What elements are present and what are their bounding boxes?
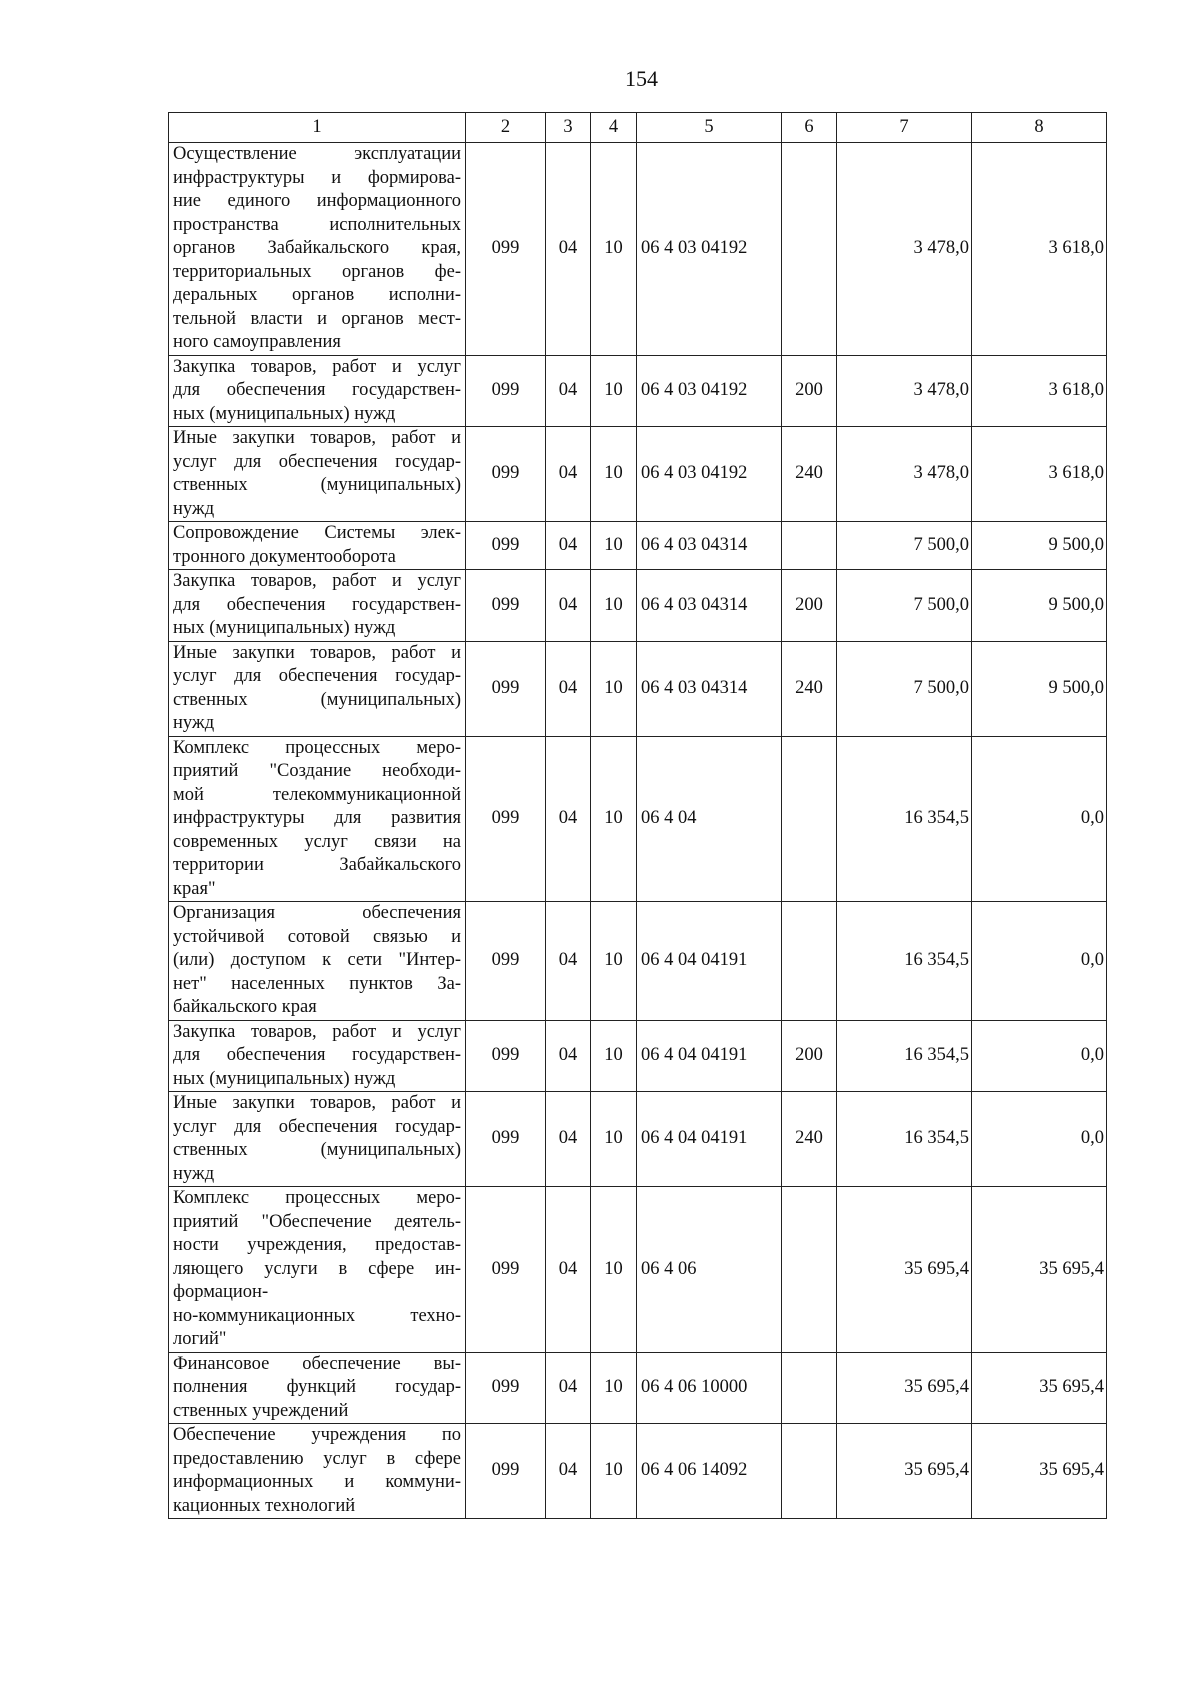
- table-row: [169, 1352, 1107, 1424]
- description-line: ственных (муниципальных): [173, 1140, 461, 1160]
- description-line: органов Забайкальского края,: [173, 238, 461, 258]
- admin-code: 099: [466, 143, 546, 356]
- section-code: 04: [546, 143, 591, 356]
- section-code: 04: [546, 641, 591, 736]
- amount-year-2: 35 695,4: [972, 1424, 1107, 1519]
- column-header: 2: [466, 113, 546, 143]
- target-article-code: 06 4 06 14092: [637, 1424, 782, 1519]
- target-article-code: 06 4 04: [637, 736, 782, 902]
- description-line: услуг для обеспечения государ-: [173, 666, 461, 686]
- description-line: Осуществление эксплуатации: [173, 144, 461, 164]
- description-line: предоставлению услуг в сфере: [173, 1448, 461, 1469]
- column-header: 8: [972, 113, 1107, 143]
- admin-code: 099: [466, 641, 546, 736]
- column-header: 4: [591, 113, 637, 143]
- expense-type-code: [782, 143, 837, 356]
- description-line: Иные закупки товаров, работ и: [173, 642, 461, 663]
- description-line: края": [173, 878, 216, 899]
- description-line: Закупка товаров, работ и услуг: [173, 356, 461, 377]
- subsection-code: 10: [591, 641, 637, 736]
- expense-type-code: 200: [782, 1020, 837, 1092]
- description-line: ние единого информационного: [173, 191, 461, 211]
- amount-year-1: 16 354,5: [837, 902, 972, 1021]
- description-line: Финансовое обеспечение вы-: [173, 1353, 461, 1374]
- description-line: ных (муниципальных) нужд: [173, 403, 396, 424]
- section-code: 04: [546, 427, 591, 522]
- target-article-code: 06 4 03 04314: [637, 641, 782, 736]
- expense-type-code: 240: [782, 427, 837, 522]
- admin-code: 099: [466, 570, 546, 642]
- table-header-row: [169, 113, 1107, 143]
- subsection-code: 10: [591, 902, 637, 1021]
- target-article-code: 06 4 04 04191: [637, 1092, 782, 1187]
- row-description: [169, 143, 466, 356]
- amount-year-2: 0,0: [972, 736, 1107, 902]
- admin-code: 099: [466, 355, 546, 427]
- row-description: [169, 570, 466, 642]
- description-line: тронного документооборота: [173, 546, 396, 567]
- description-line: нужд: [173, 498, 215, 519]
- section-code: 04: [546, 355, 591, 427]
- admin-code: 099: [466, 1092, 546, 1187]
- description-line: (или) доступом к сети "Интер-: [173, 950, 461, 970]
- section-code: 04: [546, 570, 591, 642]
- row-description: [169, 902, 466, 1021]
- description-line: Сопровождение Системы элек-: [173, 523, 461, 543]
- description-line: Иные закупки товаров, работ и: [173, 1093, 461, 1113]
- description-line: для обеспечения государствен-: [173, 380, 461, 400]
- subsection-code: 10: [591, 427, 637, 522]
- row-description: [169, 1020, 466, 1092]
- table-row: [169, 641, 1107, 736]
- section-code: 04: [546, 902, 591, 1021]
- amount-year-1: 35 695,4: [837, 1352, 972, 1424]
- expense-type-code: [782, 522, 837, 570]
- description-line: современных услуг связи на: [173, 831, 461, 852]
- expense-type-code: 200: [782, 570, 837, 642]
- row-description: [169, 522, 466, 570]
- description-line: Комплекс процессных меро-: [173, 737, 461, 758]
- table-row: [169, 1020, 1107, 1092]
- description-line: устойчивой сотовой связью и: [173, 926, 461, 947]
- amount-year-1: 16 354,5: [837, 1020, 972, 1092]
- table-row: [169, 902, 1107, 1021]
- subsection-code: 10: [591, 570, 637, 642]
- description-line: деральных органов исполни-: [173, 285, 461, 305]
- subsection-code: 10: [591, 355, 637, 427]
- table-row: [169, 736, 1107, 902]
- description-line: приятий "Создание необходи-: [173, 761, 461, 781]
- table-row: [169, 1187, 1107, 1353]
- description-line: тельной власти и органов мест-: [173, 308, 461, 329]
- description-line: нужд: [173, 1163, 215, 1184]
- description-line: инфраструктуры для развития: [173, 808, 461, 828]
- description-line: для обеспечения государствен-: [173, 594, 461, 615]
- expense-type-code: 240: [782, 1092, 837, 1187]
- description-line: ственных (муниципальных): [173, 689, 461, 710]
- amount-year-1: 7 500,0: [837, 522, 972, 570]
- description-line: формацион-: [173, 1282, 269, 1302]
- description-line: услуг для обеспечения государ-: [173, 1116, 461, 1137]
- amount-year-1: 16 354,5: [837, 736, 972, 902]
- amount-year-2: 3 618,0: [972, 355, 1107, 427]
- expense-type-code: [782, 902, 837, 1021]
- subsection-code: 10: [591, 1187, 637, 1353]
- target-article-code: 06 4 03 04192: [637, 427, 782, 522]
- subsection-code: 10: [591, 522, 637, 570]
- amount-year-2: 3 618,0: [972, 143, 1107, 356]
- section-code: 04: [546, 1352, 591, 1424]
- budget-table: [168, 112, 1107, 1519]
- admin-code: 099: [466, 522, 546, 570]
- admin-code: 099: [466, 1020, 546, 1092]
- column-header: 1: [169, 113, 466, 143]
- target-article-code: 06 4 06: [637, 1187, 782, 1353]
- description-line: ных (муниципальных) нужд: [173, 618, 396, 638]
- row-description: [169, 736, 466, 902]
- table-row: [169, 1092, 1107, 1187]
- description-line: ственных учреждений: [173, 1400, 349, 1421]
- section-code: 04: [546, 522, 591, 570]
- amount-year-2: 0,0: [972, 1020, 1107, 1092]
- amount-year-2: 9 500,0: [972, 641, 1107, 736]
- target-article-code: 06 4 06 10000: [637, 1352, 782, 1424]
- table-row: [169, 570, 1107, 642]
- row-description: [169, 355, 466, 427]
- description-line: информационных и коммуни-: [173, 1472, 461, 1492]
- amount-year-2: 3 618,0: [972, 427, 1107, 522]
- target-article-code: 06 4 03 04314: [637, 522, 782, 570]
- amount-year-1: 7 500,0: [837, 641, 972, 736]
- table-row: [169, 427, 1107, 522]
- column-header: 7: [837, 113, 972, 143]
- target-article-code: 06 4 03 04192: [637, 355, 782, 427]
- expense-type-code: [782, 1424, 837, 1519]
- description-line: Обеспечение учреждения по: [173, 1425, 461, 1445]
- description-line: Организация обеспечения: [173, 903, 461, 923]
- description-line: приятий "Обеспечение деятель-: [173, 1211, 461, 1232]
- expense-type-code: 200: [782, 355, 837, 427]
- page-number: 154: [625, 66, 658, 91]
- amount-year-1: 3 478,0: [837, 143, 972, 356]
- row-description: [169, 1092, 466, 1187]
- row-description: [169, 1424, 466, 1519]
- admin-code: 099: [466, 736, 546, 902]
- amount-year-1: 35 695,4: [837, 1424, 972, 1519]
- amount-year-1: 35 695,4: [837, 1187, 972, 1353]
- description-line: нет" населенных пунктов За-: [173, 973, 461, 994]
- column-header: 5: [637, 113, 782, 143]
- description-line: ного самоуправления: [173, 332, 341, 352]
- admin-code: 099: [466, 1424, 546, 1519]
- expense-type-code: [782, 736, 837, 902]
- expense-type-code: 240: [782, 641, 837, 736]
- description-line: инфраструктуры и формирова-: [173, 167, 461, 188]
- section-code: 04: [546, 1092, 591, 1187]
- description-line: пространства исполнительных: [173, 214, 461, 235]
- description-line: территории Забайкальского: [173, 855, 461, 875]
- description-line: услуг для обеспечения государ-: [173, 451, 461, 472]
- amount-year-1: 7 500,0: [837, 570, 972, 642]
- description-line: для обеспечения государствен-: [173, 1045, 461, 1065]
- description-line: но-коммуникационных техно-: [173, 1305, 461, 1326]
- description-line: Иные закупки товаров, работ и: [173, 428, 461, 448]
- description-line: ственных (муниципальных): [173, 475, 461, 495]
- subsection-code: 10: [591, 1092, 637, 1187]
- table-row: [169, 355, 1107, 427]
- description-line: территориальных органов фе-: [173, 261, 461, 282]
- row-description: [169, 427, 466, 522]
- description-line: Комплекс процессных меро-: [173, 1188, 461, 1208]
- column-header: 3: [546, 113, 591, 143]
- amount-year-2: 9 500,0: [972, 522, 1107, 570]
- description-line: байкальского края: [173, 997, 317, 1017]
- amount-year-2: 0,0: [972, 1092, 1107, 1187]
- description-line: логий": [173, 1329, 227, 1349]
- description-line: мой телекоммуникационной: [173, 784, 461, 805]
- description-line: нужд: [173, 713, 215, 733]
- target-article-code: 06 4 03 04192: [637, 143, 782, 356]
- section-code: 04: [546, 736, 591, 902]
- expense-type-code: [782, 1187, 837, 1353]
- description-line: Закупка товаров, работ и услуг: [173, 571, 461, 591]
- amount-year-1: 3 478,0: [837, 355, 972, 427]
- target-article-code: 06 4 04 04191: [637, 902, 782, 1021]
- amount-year-2: 9 500,0: [972, 570, 1107, 642]
- amount-year-1: 3 478,0: [837, 427, 972, 522]
- admin-code: 099: [466, 427, 546, 522]
- table-row: [169, 143, 1107, 356]
- section-code: 04: [546, 1424, 591, 1519]
- subsection-code: 10: [591, 736, 637, 902]
- description-line: ных (муниципальных) нужд: [173, 1068, 396, 1089]
- subsection-code: 10: [591, 1352, 637, 1424]
- table-row: [169, 522, 1107, 570]
- admin-code: 099: [466, 1187, 546, 1353]
- admin-code: 099: [466, 1352, 546, 1424]
- row-description: [169, 641, 466, 736]
- description-line: ляющего услуги в сфере ин-: [173, 1258, 461, 1279]
- subsection-code: 10: [591, 143, 637, 356]
- row-description: [169, 1352, 466, 1424]
- section-code: 04: [546, 1020, 591, 1092]
- amount-year-2: 0,0: [972, 902, 1107, 1021]
- description-line: Закупка товаров, работ и услуг: [173, 1021, 461, 1042]
- amount-year-1: 16 354,5: [837, 1092, 972, 1187]
- target-article-code: 06 4 04 04191: [637, 1020, 782, 1092]
- expense-type-code: [782, 1352, 837, 1424]
- row-description: [169, 1187, 466, 1353]
- column-header: 6: [782, 113, 837, 143]
- subsection-code: 10: [591, 1020, 637, 1092]
- table-row: [169, 1424, 1107, 1519]
- section-code: 04: [546, 1187, 591, 1353]
- description-line: полнения функций государ-: [173, 1377, 461, 1397]
- description-line: кационных технологий: [173, 1495, 356, 1516]
- description-line: ности учреждения, предостав-: [173, 1235, 461, 1255]
- amount-year-2: 35 695,4: [972, 1187, 1107, 1353]
- amount-year-2: 35 695,4: [972, 1352, 1107, 1424]
- subsection-code: 10: [591, 1424, 637, 1519]
- target-article-code: 06 4 03 04314: [637, 570, 782, 642]
- admin-code: 099: [466, 902, 546, 1021]
